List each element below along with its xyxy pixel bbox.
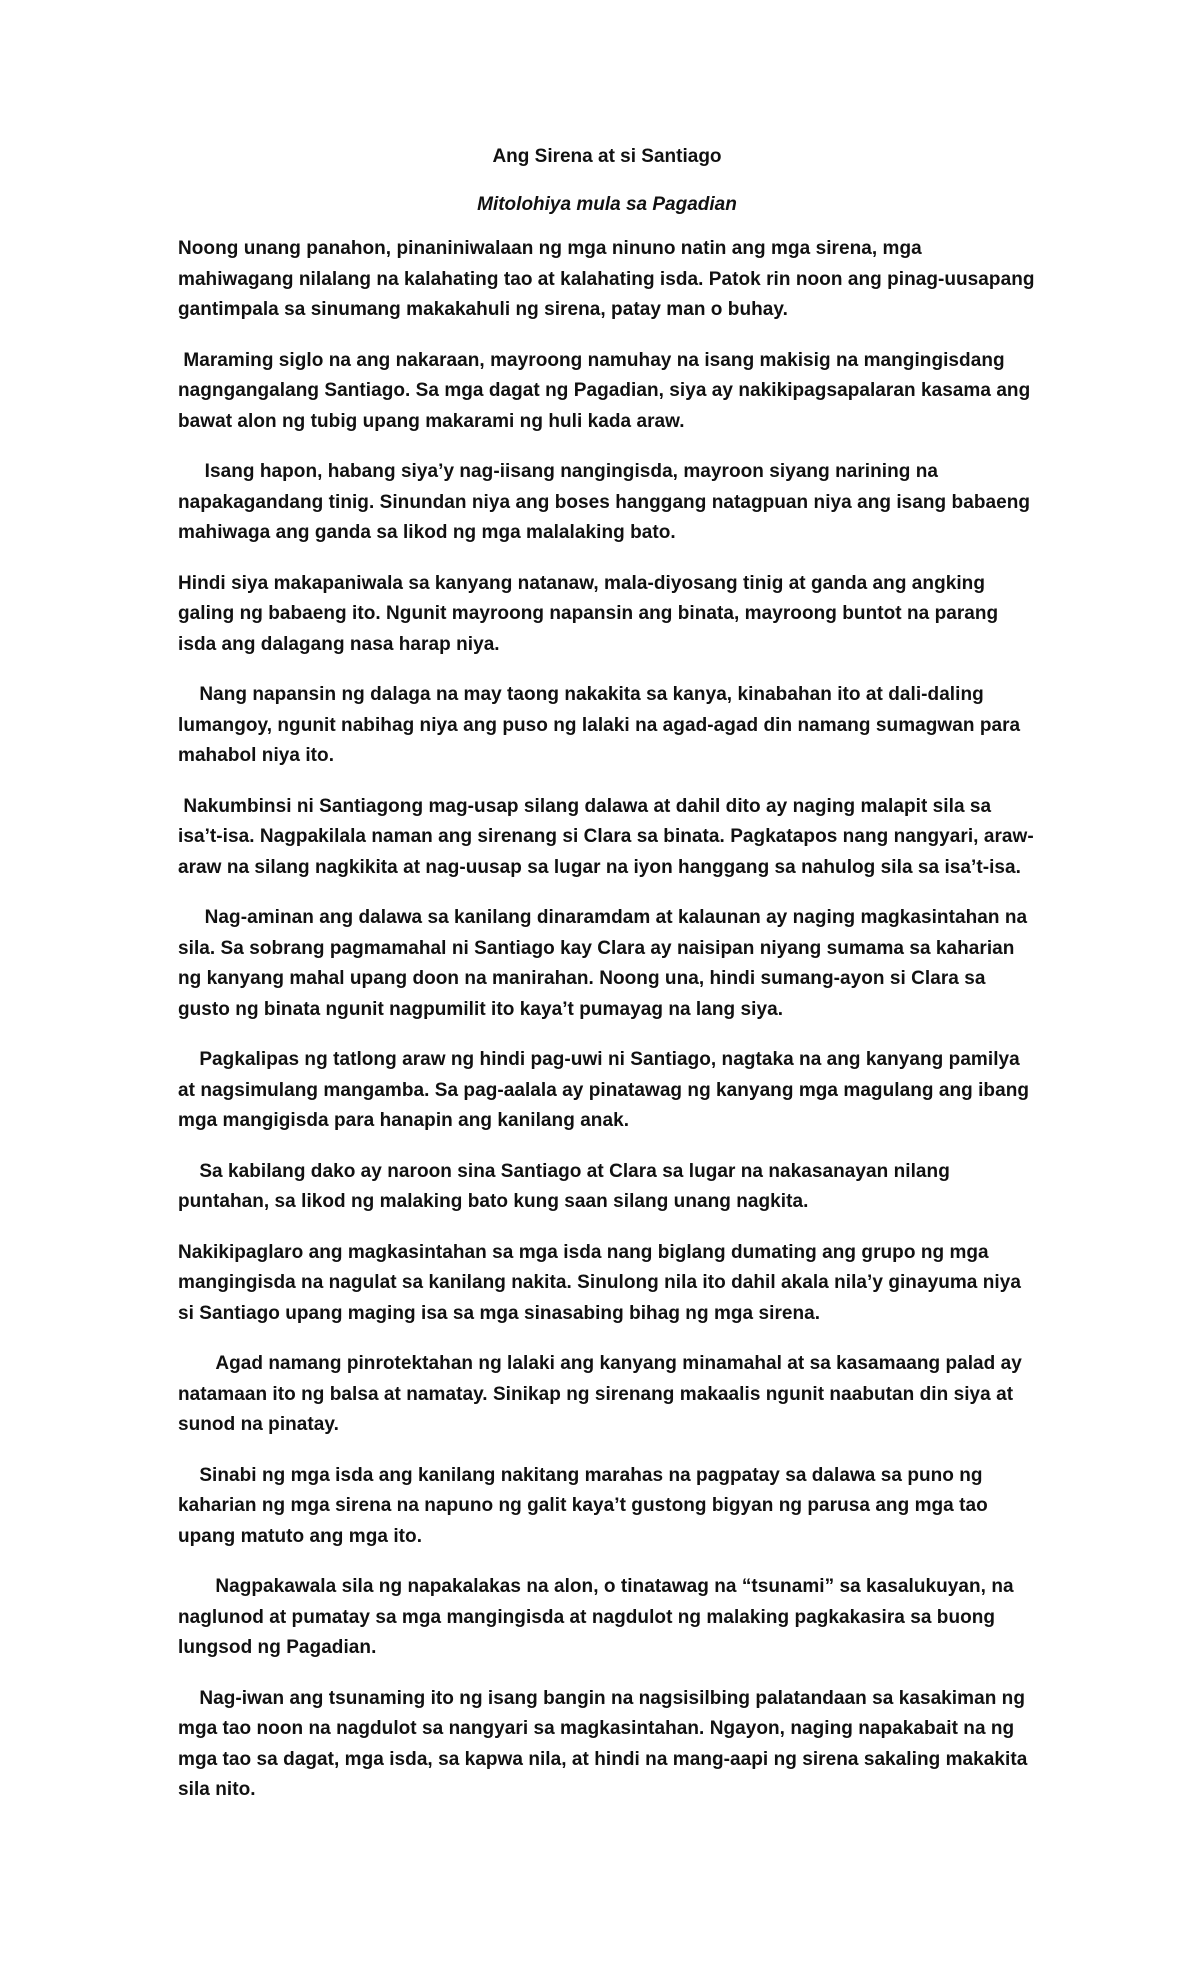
paragraph-10: Nakikipaglaro ang magkasintahan sa mga isda nang biglang dumating ang grupo ng mga mangingisda na nagulat sa kanilang nakita. Sinulong nila ito dahil akala nila’y ginayuma niya si Santiago upang maging isa sa mga sinasabing bihag ng mga sirena. — [178, 1241, 1027, 1324]
paragraph-13: Nagpakawala sila ng napakalakas na alon, o tinatawag na “tsunami” sa kasalukuyan, na naglunod at pumatay sa mga mangingisda at nagdulot ng malaking pagkakasira sa buong lungsod ng Pagadian. — [178, 1576, 1019, 1658]
paragraph-12: Sinabi ng mga isda ang kanilang nakitang marahas na pagpatay sa dalawa sa puno ng kaharian ng mga sirena na napuno ng galit kaya’t gustong bigyan ng parusa ang mga tao upang matuto ang mga ito. — [178, 1464, 994, 1547]
paragraph-2: Maraming siglo na ang nakaraan, mayroong namuhay na isang makisig na mangingisdang nagngangalang Santiago. Sa mga dagat ng Pagadian, siya ay nakikipagsapalaran kasama ang bawat alon ng tubig upang makarami ng huli kada araw. — [178, 349, 1036, 432]
paragraph-11: Agad namang pinrotektahan ng lalaki ang kanyang minamahal at sa kasamaang palad ay natamaan ito ng balsa at namatay. Sinikap ng sirenang makaalis ngunit naabutan din siya at sunod na pinatay. — [178, 1353, 1028, 1435]
page-title: Ang Sirena at si Santiago — [492, 146, 722, 167]
page-subtitle: Mitolohiya mula sa Pagadian — [477, 194, 737, 215]
paragraph-8: Pagkalipas ng tatlong araw ng hindi pag-uwi ni Santiago, nagtaka na ang kanyang pamilya at nagsimulang mangamba. Sa pag-aalala ay pinatawag ng kanyang mga magulang ang ibang mga mangigisda para hanapin ang kanilang anak. — [178, 1049, 1035, 1131]
paragraph-1: Noong unang panahon, pinaniniwalaan ng mga ninuno natin ang mga sirena, mga mahiwagang nilalang na kalahating tao at kalahating isda. Patok rin noon ang pinag-uusapang gantimpala sa sinumang makakahuli ng sirena, patay man o buhay. — [178, 238, 1040, 320]
paragraph-3: Isang hapon, habang siya’y nag-iisang nangingisda, mayroon siyang narining na napakagandang tinig. Sinundan niya ang boses hanggang natagpuan niya ang isang babaeng mahiwaga ang ganda sa likod ng mga malalaking bato. — [178, 461, 1036, 543]
paragraph-5: Nang napansin ng dalaga na may taong nakakita sa kanya, kinabahan ito at dali-daling lumangoy, ngunit nabihag niya ang puso ng lalaki na agad-agad din namang sumagwan para mahabol niya ito. — [178, 684, 1026, 766]
document-body — [178, 146, 1040, 1826]
paragraph-7: Nag-aminan ang dalawa sa kanilang dinaramdam at kalaunan ay naging magkasintahan na sila. Sa sobrang pagmamahal ni Santiago kay Clara ay naisipan niyang sumama sa kaharian ng kanyang mahal upang doon na manirahan. Noong una, hindi sumang-ayon si Clara sa gusto ng binata ngunit nagpumilit ito kaya’t pumayag na lang siya. — [178, 907, 1033, 1020]
paragraph-14: Nag-iwan ang tsunaming ito ng isang bangin na nagsisilbing palatandaan sa kasakiman ng mga tao noon na nagdulot sa nangyari sa magkasintahan. Ngayon, naging napakabait na ng mga tao sa dagat, mga isda, sa kapwa nila, at hindi na mang-aapi ng sirena sakaling makakita sila nito. — [178, 1687, 1033, 1800]
paragraph-6: Nakumbinsi ni Santiagong mag-usap silang dalawa at dahil dito ay naging malapit sila sa isa’t-isa. Nagpakilala naman ang sirenang si Clara sa binata. Pagkatapos nang nangyari, araw-araw na silang nagkikita at nag-uusap sa lugar na iyon hanggang sa nahulog sila sa isa’t-isa. — [178, 795, 1034, 878]
paragraph-4: Hindi siya makapaniwala sa kanyang natanaw, mala-diyosang tinig at ganda ang angking galing ng babaeng ito. Ngunit mayroong napansin ang binata, mayroong buntot na parang isda ang dalagang nasa harap niya. — [178, 572, 1004, 655]
paragraph-9: Sa kabilang dako ay naroon sina Santiago at Clara sa lugar na nakasanayan nilang puntahan, sa likod ng malaking bato kung saan silang unang nagkita. — [178, 1160, 956, 1212]
